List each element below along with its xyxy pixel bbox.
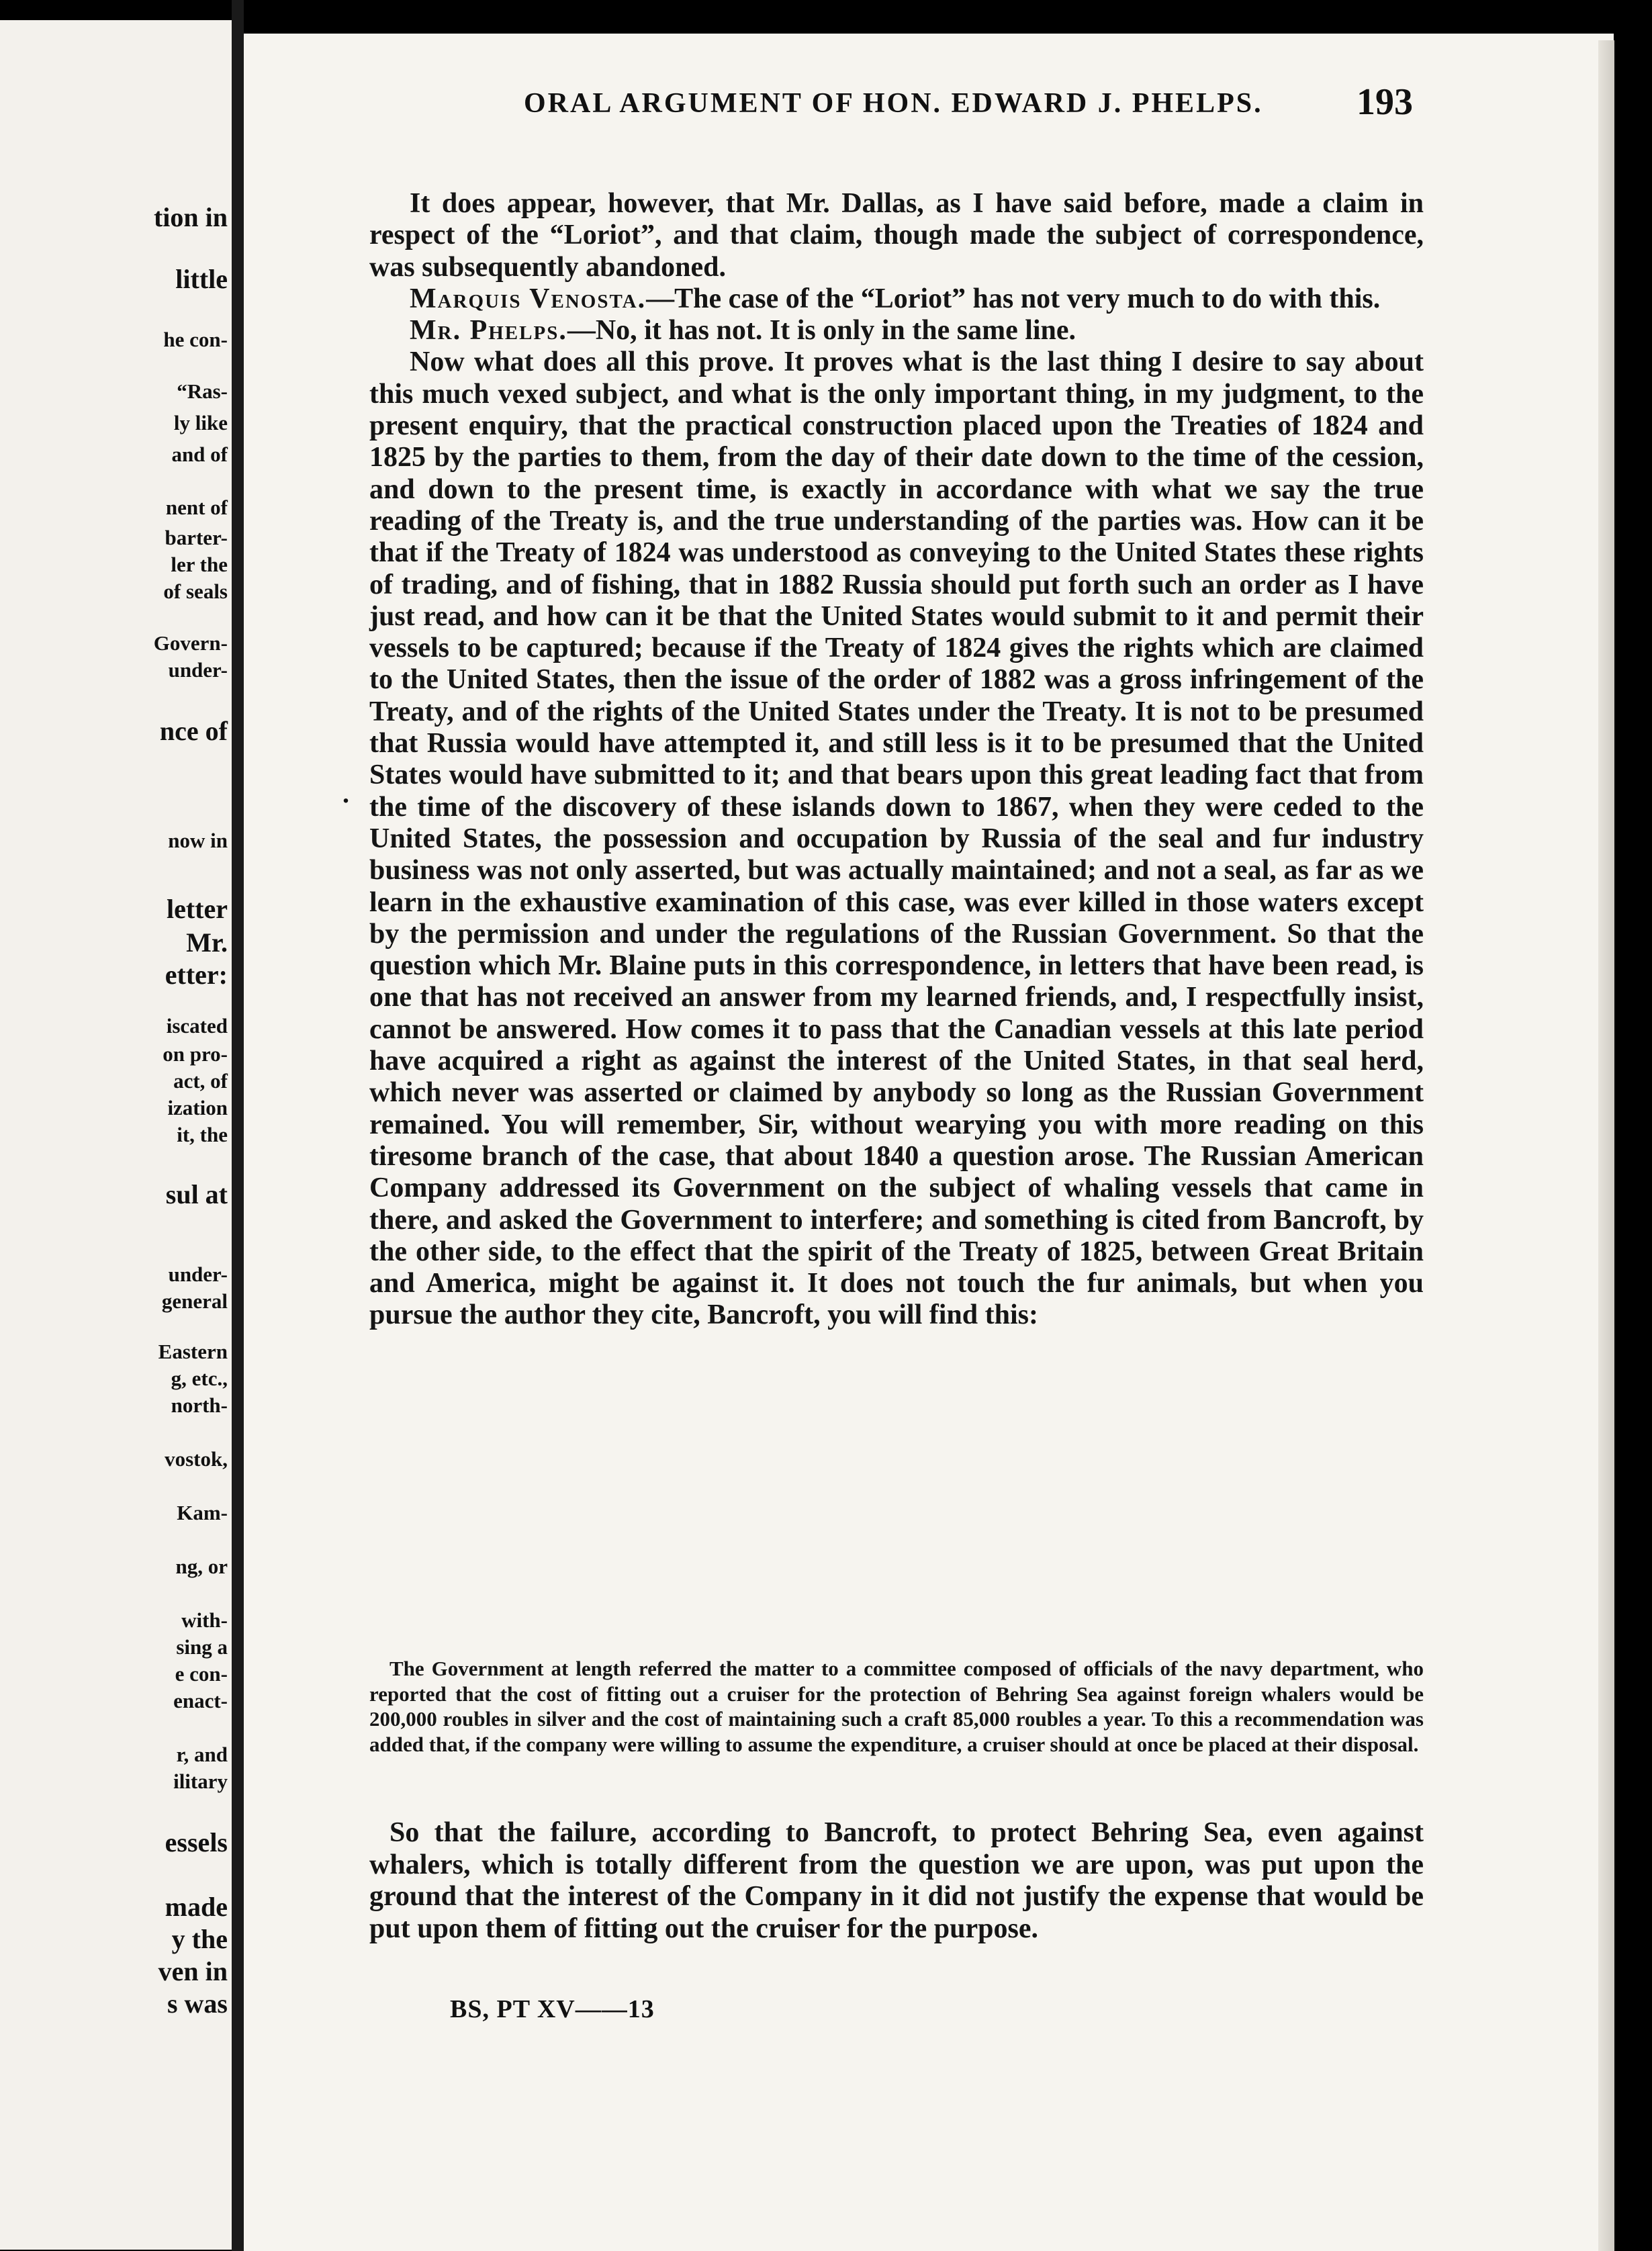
paragraph-argument: Now what does all this prove. It proves what is the last thing I desire to say about this much vexed subject, and what is the only important thing, in my judgment, to the present enquiry, that the practical construction placed upon the Treaties of 1824 and 1825 by the parties to them, from the day of their date down to the time of the cession, and down to the present time, is exactly in accordance with what we say the true reading of the Treaty is, and the true understanding of the parties was. How can it be that if the Treaty of 1824 was understood as conveying to the United States these rights of trading, and of fishing, that in 1882 Russia should put forth such an order as I have just read, and how can it be that the United States would submit to it and permit their vessels to be captured; because if the Treaty of 1824 gives the rights which are claimed to the United States, then the issue of the order of 1882 was a gross infringement of the Treaty, and of the rights of the United States under the Treaty. It is not to be presumed that Russia would have attempted it, and still less is it to be presumed that the United States would have submitted to it; and that bears upon this great leading fact that from the time of the discovery of these islands down to 1867, when they were ceded to the United States, the possession and occupation by Russia of the seal and fur industry business was not only asserted, but was actually maintained; and not a seal, as far as we learn in the exhaustive examination of this case, was ever killed in those waters except by the permission and under the regulations of the Russian Government. So that the question which Mr. Blaine puts in this correspondence, in letters that have been read, is one that has not received an answer from my learned friends, and, I respectfully insist, cannot be answered. How comes it to pass that the Canadian vessels at this late period have acquired a right as against the interest of the United States, in that seal herd, which never was asserted or claimed by anybody so long as the Russian Government remained. You will remember, Sir, without wearying you with more reading on this tiresome branch of the case, that about 1840 a question arose. The Russian American Company addressed its Government on the subject of whaling vessels that came in there, and asked the Government to interfere; and something is cited from Bancroft, by the other side, to the effect that the spirit of the Treaty of 1825, between Great Britain and America, might be against it. It does not touch the fur animals, but when you pursue the author they cite, Bancroft, you will find this: (369, 347, 1424, 1331)
left-page-line: e con- (175, 1662, 228, 1686)
closing-text: So that the failure, according to Bancroft, to protect Behring Sea, even against whalers, which is totally different from the question we are upon, was put upon the ground that the interest of the Company in it did not justify the expense that would be put upon them of fitting out the cruiser for the purpose. (369, 1817, 1424, 1944)
left-page-line: essels (165, 1827, 228, 1857)
left-page-line: tion in (153, 202, 228, 232)
left-page-line: now in (168, 829, 228, 852)
speaker-phelps: Mr. Phelps. (410, 315, 567, 347)
left-page-line: ng, or (175, 1555, 228, 1578)
left-page-line: sing a (176, 1635, 228, 1659)
block-quote (369, 1656, 1424, 1757)
left-page-line: nent of (165, 496, 228, 519)
paragraph-venosta (369, 283, 1424, 315)
left-page-line: and of (171, 443, 228, 466)
speaker-venosta: Marquis Venosta. (410, 283, 647, 314)
left-page-line: sul at (165, 1179, 228, 1209)
page-number: 193 (1357, 81, 1413, 123)
left-page-line: act, of (173, 1069, 228, 1093)
phelps-reply: —No, it has not. It is only in the same line. (567, 315, 1076, 347)
closing-paragraph (369, 1817, 1424, 1945)
left-page-line: ven in (158, 1956, 228, 1986)
left-page-line: little (175, 264, 228, 294)
page-edge (1598, 40, 1614, 2251)
paragraph-dallas: It does appear, however, that Mr. Dallas, as I have said before, made a claim in respect of the “Loriot”, and that claim, though made the subject of correspondence, was subsequently abandoned. (369, 188, 1424, 283)
left-page-line: made (165, 1892, 228, 1922)
left-page-line: Eastern (158, 1340, 228, 1363)
left-page-line: Kam- (177, 1501, 228, 1524)
left-page-line: etter: (165, 960, 228, 990)
left-page-line: s was (167, 1988, 228, 2019)
left-page-line: he con- (163, 328, 228, 351)
left-page-line: ization (167, 1096, 228, 1119)
quote-text: The Government at length referred the matter to a committee composed of officials of the navy department, who reported that the cost of fitting out a cruiser for the protection of Behring Sea against foreign whalers would be 200,000 roubles in silver and the cost of maintaining such a craft 85,000 roubles a year. To this a recommendation was added that, if the company were willing to assume the expenditure, a cruiser should at once be placed at their disposal. (369, 1657, 1424, 1756)
left-page-line: vostok, (165, 1447, 228, 1471)
signature-mark: BS, PT XV——13 (450, 1995, 655, 2023)
left-page-line: nce of (159, 716, 228, 746)
left-page-line: ilitary (173, 1770, 228, 1793)
left-page-line: it, the (177, 1123, 228, 1146)
left-page-line: letter (166, 894, 228, 924)
running-head: ORAL ARGUMENT OF HON. EDWARD J. PHELPS. (524, 88, 1263, 119)
left-page-line: enact- (173, 1689, 228, 1712)
left-page-line: under- (168, 1262, 228, 1286)
left-page-line: under- (168, 658, 228, 682)
left-page-line: ly like (173, 411, 228, 434)
left-page-line: with- (181, 1608, 228, 1632)
venosta-remark: —The case of the “Loriot” has not very much to do with this. (646, 283, 1381, 314)
left-page-line: Govern- (153, 631, 228, 655)
left-page-line: Mr. (186, 927, 228, 958)
left-page-line: north- (171, 1393, 228, 1417)
left-page-line: barter- (165, 526, 228, 549)
left-page-line: general (161, 1289, 228, 1313)
left-page-line: y the (171, 1924, 228, 1954)
left-page-line: ler the (171, 553, 228, 576)
left-page-fragment (0, 20, 232, 2250)
paragraph-phelps-reply (369, 315, 1424, 347)
book-gutter (232, 0, 244, 2251)
left-page-line: “Ras- (177, 379, 228, 403)
left-page-line: of seals (163, 580, 228, 603)
stray-mark: . (342, 778, 349, 809)
left-page-line: iscated (166, 1014, 228, 1038)
left-page-line: r, and (176, 1743, 228, 1766)
main-text (369, 188, 1424, 1332)
left-page-line: on pro- (163, 1042, 228, 1066)
left-page-line: g, etc., (171, 1367, 228, 1390)
